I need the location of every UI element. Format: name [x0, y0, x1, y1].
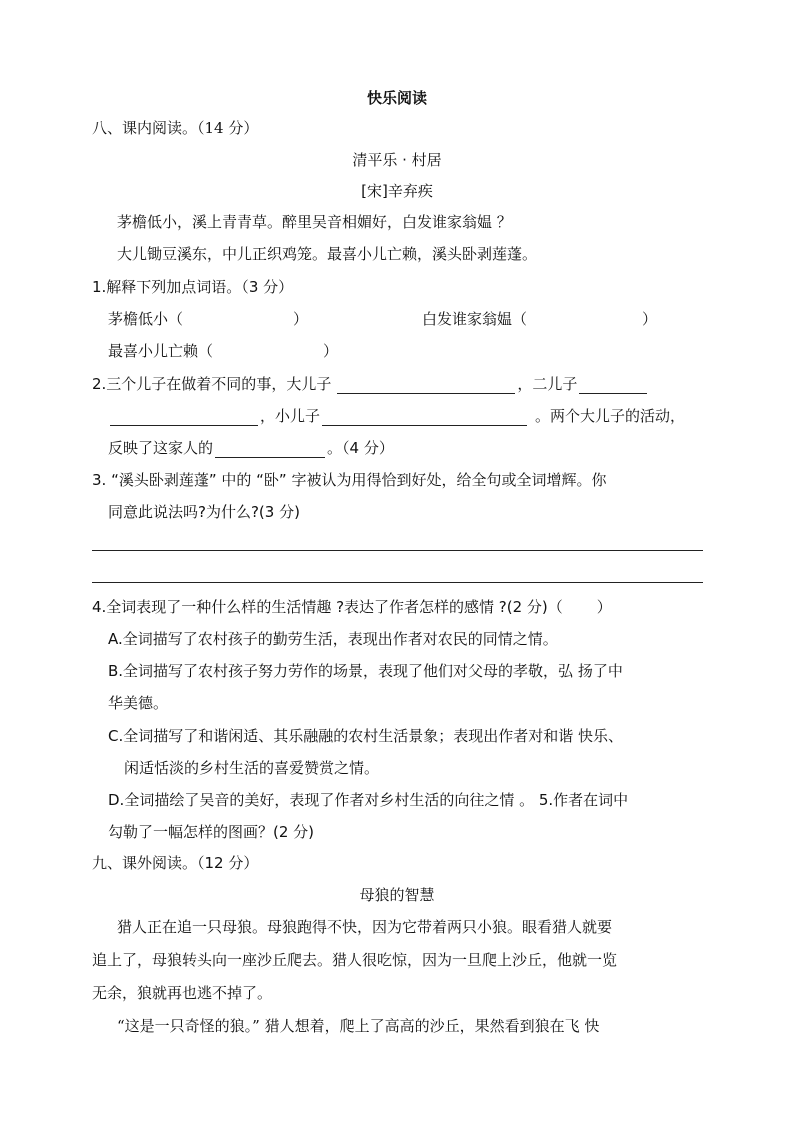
q2-text-2: ，二儿子: [517, 375, 578, 393]
question-2-line-1: [92, 374, 649, 394]
poem-title: 清平乐 · 村居: [352, 151, 442, 169]
q2-text-4: 。两个大儿子的活动，: [535, 407, 686, 425]
section-9-heading: 九、课外阅读。（12 分）: [92, 854, 259, 872]
q2-blank-second-son-a[interactable]: [579, 378, 647, 394]
story-p1-line-3: 无余，狼就再也逃不掉了。: [92, 984, 273, 1002]
q4-option-d-line-2: 勾勒了一幅怎样的图画？(2 分): [108, 823, 315, 841]
story-p1-line-1: 猎人正在追一只母狼。母狼跑得不快，因为它带着两只小狼。眼看猎人就要: [117, 918, 613, 936]
q4-option-b-line-2: 华美德。: [108, 694, 169, 712]
q1-item-c-label: 最喜小儿亡赖（: [108, 342, 214, 360]
question-2-line-2: [108, 406, 685, 426]
q4-option-d-line-1: D.全词描绘了吴音的美好，表现了作者对乡村生活的向往之情 。 5.作者在词中: [108, 791, 629, 809]
story-p1-line-2: 追上了，母狼转头向一座沙丘爬去。猎人很吃惊，因为一旦爬上沙丘，他就一览: [92, 951, 618, 969]
question-2-line-3: [108, 438, 394, 458]
q1-item-c: [108, 341, 338, 361]
poem-line-1: 茅檐低小，溪上青青草。醉里吴音相媚好，白发谁家翁媪 ？: [117, 213, 512, 231]
q1-item-a: [108, 309, 308, 329]
q4-option-b-line-1: B.全词描写了农村孩子努力劳作的场景，表现了他们对父母的孝敬，弘 扬了中: [108, 662, 623, 680]
q2-text-6: 。（4 分）: [327, 439, 394, 457]
q4-option-a: A.全词描写了农村孩子的勤劳生活，表现出作者对农民的同情之情。: [108, 630, 558, 648]
q4-option-c-line-2: 闲适恬淡的乡村生活的喜爱赞赏之情。: [124, 759, 380, 777]
q1-item-b-label: 白发谁家翁媪（: [422, 310, 528, 328]
q4-paren-close: ）: [596, 598, 612, 616]
poem-line-2: 大儿锄豆溪东，中儿正织鸡笼。最喜小儿亡赖，溪头卧剥莲蓬。: [117, 245, 538, 263]
section-8-heading: 八、课内阅读。（14 分）: [92, 119, 259, 137]
question-4: [92, 597, 612, 617]
question-1: 1.解释下列加点词语。（3 分）: [92, 278, 294, 296]
story-p2-line-1: “这是一只奇怪的狼。” 猎人想着，爬上了高高的沙丘，果然看到狼在飞 快: [117, 1017, 600, 1035]
q1-item-a-label: 茅檐低小（: [108, 310, 184, 328]
q3-answer-line-2[interactable]: [92, 582, 703, 583]
story-title: 母狼的智慧: [359, 886, 435, 904]
q1-item-b-paren-close: ）: [642, 310, 658, 328]
question-3-line-1: 3. “溪头卧剥莲蓬” 中的 “卧” 字被认为用得恰到好处，给全句或全词增辉。你: [92, 471, 607, 489]
q2-blank-second-son-b[interactable]: [110, 410, 258, 426]
q2-blank-eldest-son[interactable]: [337, 378, 515, 394]
q2-blank-family[interactable]: [215, 442, 325, 458]
q2-text-3: ，小儿子: [260, 407, 321, 425]
q4-text: 4.全词表现了一种什么样的生活情趣 ?表达了作者怎样的感情 ?(2 分)（: [92, 598, 563, 616]
q4-option-c-line-1: C.全词描写了和谐闲适、其乐融融的农村生活景象；表现出作者对和谐 快乐、: [108, 727, 624, 745]
q2-text-1: 2.三个儿子在做着不同的事，大儿子: [92, 375, 332, 393]
poem-author: [宋]辛弃疾: [361, 182, 433, 200]
page-title: 快乐阅读: [366, 89, 427, 107]
q2-blank-youngest-son[interactable]: [322, 410, 527, 426]
question-3-line-2: 同意此说法吗?为什么?(3 分): [108, 503, 300, 521]
q2-text-5: 反映了这家人的: [108, 439, 214, 457]
q3-answer-line-1[interactable]: [92, 550, 703, 551]
q1-item-c-paren-close: ）: [323, 342, 339, 360]
q1-item-b: [422, 309, 657, 329]
q1-item-a-paren-close: ）: [293, 310, 309, 328]
